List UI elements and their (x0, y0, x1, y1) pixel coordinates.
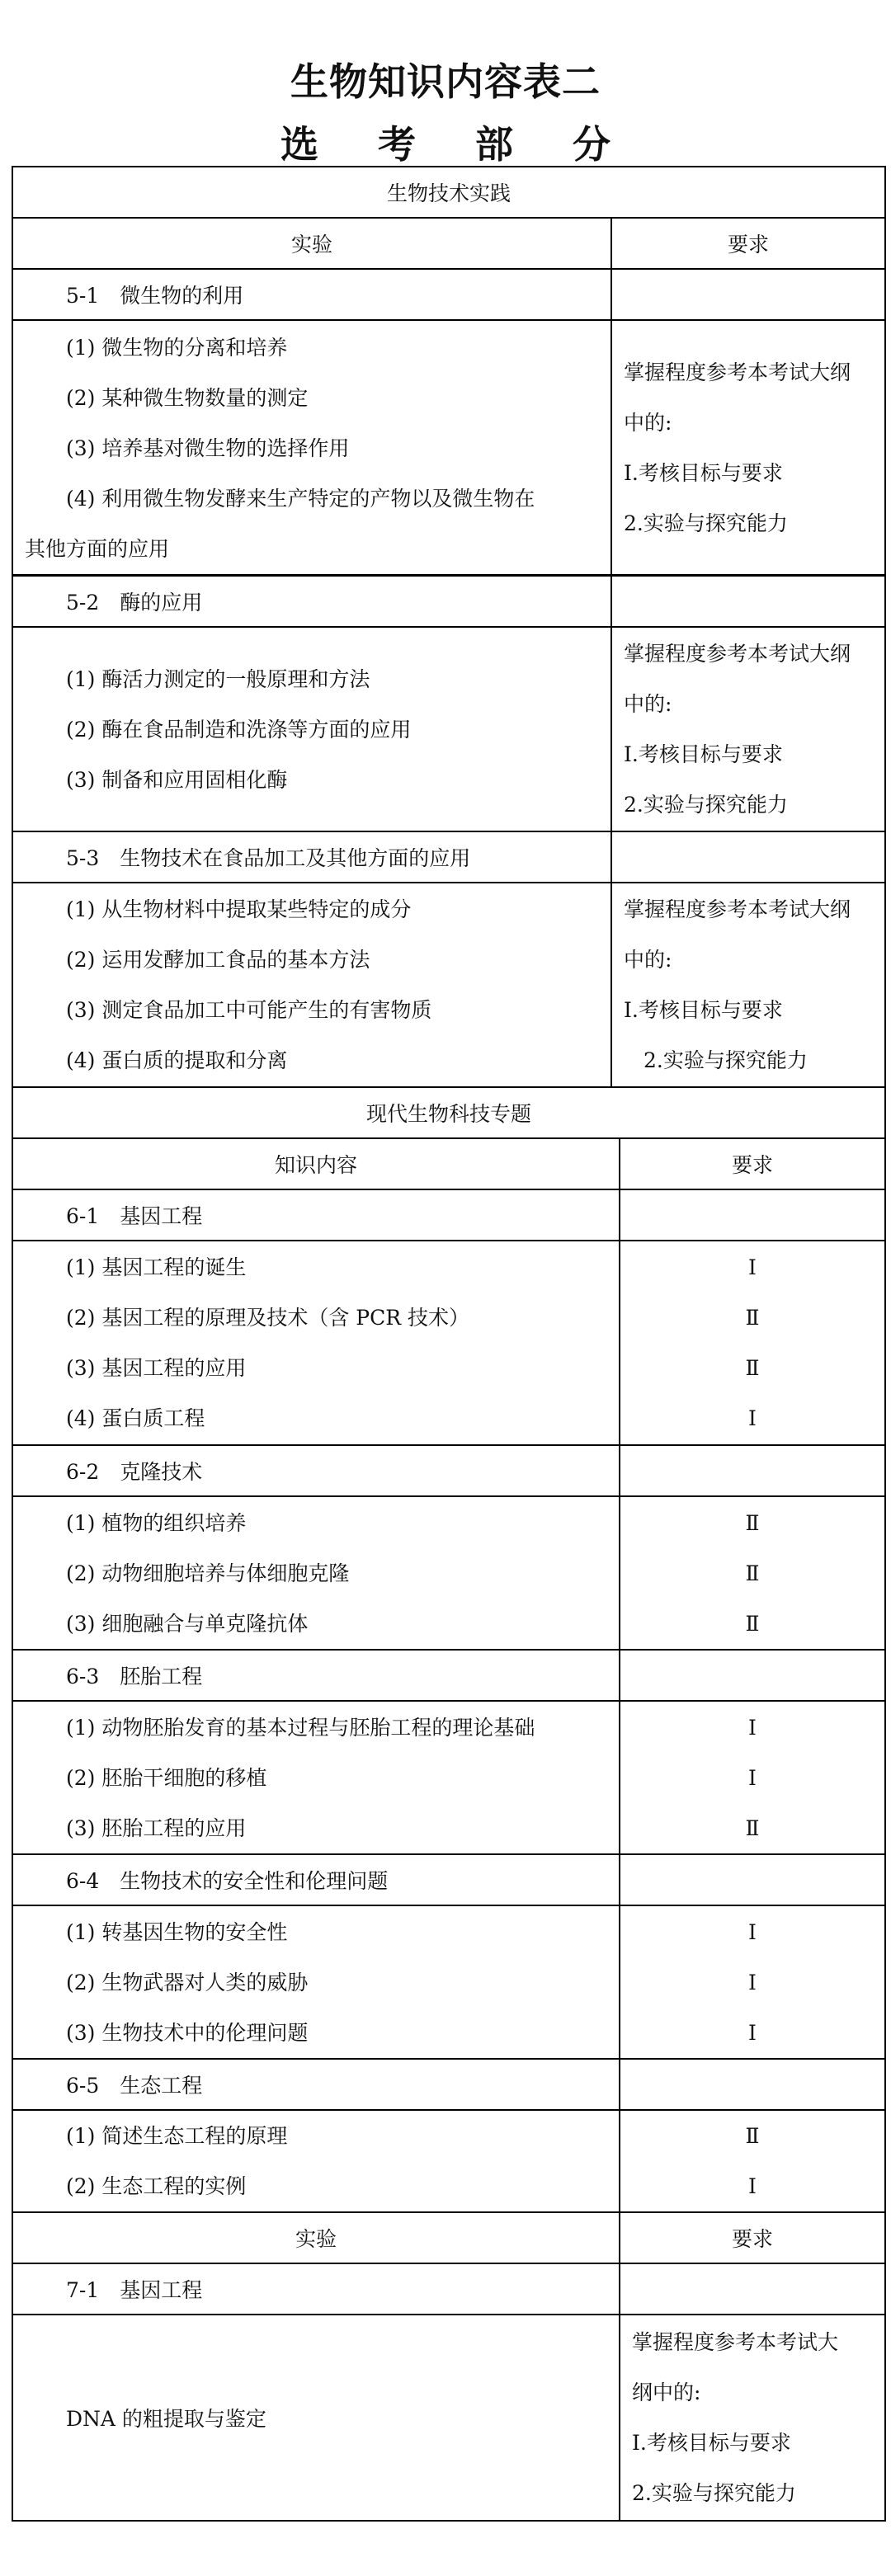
topic-content-row (13, 1702, 884, 1855)
topic-heading: 6-2 克隆技术 (13, 1446, 620, 1495)
topic-items (13, 1906, 620, 2058)
topic-heading-row (13, 270, 884, 321)
topic-heading-row (13, 1446, 884, 1497)
level-badge: Ⅱ (745, 1356, 760, 1380)
level-badge: Ⅱ (745, 1510, 760, 1535)
list-item: (4) 蛋白质的提取和分离 (66, 1048, 288, 1072)
list-item: (3) 培养基对微生物的选择作用 (66, 436, 350, 460)
list-item: (2) 酶在食品制造和洗涤等方面的应用 (66, 717, 412, 742)
topic-items (13, 1702, 620, 1853)
topic-items (13, 2111, 620, 2211)
page-subtitle: 选 考 部 分 (280, 122, 634, 167)
list-item: (2) 动物细胞培养与体细胞克隆 (66, 1561, 350, 1585)
level-badge: Ⅱ (745, 1561, 760, 1585)
topic-heading-row (13, 577, 884, 628)
topic-heading-row (13, 1651, 884, 1702)
list-item: (2) 基因工程的原理及技术（含 PCR 技术） (66, 1306, 470, 1330)
column-header-right: 要求 (731, 2227, 773, 2251)
column-header-right: 要求 (727, 233, 769, 257)
list-item: (2) 生态工程的实例 (66, 2174, 247, 2198)
level-column (620, 1906, 884, 2058)
requirement-line: 中的: (624, 692, 672, 716)
level-badge: Ⅱ (745, 1306, 760, 1330)
column-header-row (13, 1139, 884, 1190)
list-item: (1) 动物胚胎发育的基本过程与胚胎工程的理论基础 (66, 1715, 535, 1740)
requirement-line: Ⅰ.考核目标与要求 (624, 460, 783, 485)
list-item: (2) 生物武器对人类的威胁 (66, 1970, 309, 1994)
requirement-line: 掌握程度参考本考试大纲 (624, 897, 851, 921)
topic-heading: 6-5 生态工程 (13, 2060, 620, 2109)
list-item: (1) 转基因生物的安全性 (66, 1919, 288, 1944)
topic-content-row (13, 2111, 884, 2213)
column-header-row (13, 219, 884, 270)
list-item: (3) 生物技术中的伦理问题 (66, 2020, 309, 2045)
list-item: (3) 细胞融合与单克隆抗体 (66, 1611, 309, 1636)
level-column (620, 1497, 884, 1649)
topic-heading-row (13, 2264, 884, 2315)
level-badge: Ⅰ (748, 2174, 757, 2198)
topic-item: DNA 的粗提取与鉴定 (13, 2315, 620, 2520)
topic-heading-row (13, 832, 884, 883)
requirement-line: 2.实验与探究能力 (624, 793, 788, 817)
topic-heading: 6-1 基因工程 (13, 1190, 620, 1240)
list-item: (1) 基因工程的诞生 (66, 1255, 247, 1279)
column-header-right: 要求 (731, 1153, 773, 1177)
list-item: 其他方面的应用 (25, 537, 170, 561)
requirement-line: 纲中的: (632, 2381, 701, 2404)
topic-content-row (13, 628, 884, 832)
requirement-text (612, 628, 884, 831)
list-item: (1) 微生物的分离和培养 (66, 336, 288, 360)
topic-items (13, 321, 612, 574)
topic-heading: 5-2 酶的应用 (13, 577, 612, 626)
level-badge: Ⅱ (745, 1611, 760, 1636)
level-badge: Ⅱ (745, 2124, 760, 2148)
topic-content-row (13, 1241, 884, 1446)
level-badge: Ⅱ (745, 1815, 760, 1840)
topic-items (13, 1497, 620, 1649)
topic-heading-row (13, 1855, 884, 1906)
level-badge: Ⅰ (748, 1970, 757, 1994)
list-item: (3) 制备和应用固相化酶 (66, 767, 288, 792)
level-badge: Ⅰ (748, 1255, 757, 1279)
requirement-line: 2.实验与探究能力 (632, 2481, 796, 2505)
requirement-line: 掌握程度参考本考试大 (632, 2330, 839, 2354)
section-header-row (13, 167, 884, 219)
knowledge-table (12, 166, 886, 2522)
level-column (620, 1702, 884, 1853)
level-column (620, 2111, 884, 2211)
requirement-line: 掌握程度参考本考试大纲 (624, 360, 851, 384)
requirement-line: Ⅰ.考核目标与要求 (624, 742, 783, 766)
list-item: (1) 从生物材料中提取某些特定的成分 (66, 897, 412, 921)
requirement-line: 中的: (624, 410, 672, 435)
list-item: (2) 运用发酵加工食品的基本方法 (66, 948, 370, 972)
level-badge: Ⅰ (748, 1715, 757, 1740)
topic-content-row (13, 1497, 884, 1651)
topic-heading: 5-1 微生物的利用 (13, 270, 612, 319)
topic-heading: 5-3 生物技术在食品加工及其他方面的应用 (13, 832, 612, 882)
requirement-text (612, 883, 884, 1086)
column-header-row (13, 2213, 884, 2264)
level-badge: Ⅰ (748, 1406, 757, 1430)
topic-heading: 7-1 基因工程 (13, 2264, 620, 2314)
requirement-text (612, 321, 884, 574)
level-badge: Ⅰ (748, 1919, 757, 1944)
topic-items (13, 883, 612, 1086)
list-item: (3) 测定食品加工中可能产生的有害物质 (66, 998, 432, 1022)
list-item: (1) 简述生态工程的原理 (66, 2124, 288, 2148)
list-item: (3) 胚胎工程的应用 (66, 1815, 247, 1840)
requirement-line: 掌握程度参考本考试大纲 (624, 642, 851, 666)
level-column (620, 1241, 884, 1444)
list-item: (4) 利用微生物发酵来生产特定的产物以及微生物在 (66, 487, 535, 511)
list-item: (2) 某种微生物数量的测定 (66, 386, 309, 410)
requirement-text (620, 2315, 884, 2520)
list-item: (1) 植物的组织培养 (66, 1510, 247, 1535)
topic-content-row (13, 321, 884, 577)
topic-content-row (13, 2315, 884, 2520)
requirement-line: Ⅰ.考核目标与要求 (632, 2431, 791, 2455)
list-item: (3) 基因工程的应用 (66, 1356, 247, 1380)
column-header-left: 实验 (13, 2213, 620, 2263)
level-badge: Ⅰ (748, 1765, 757, 1790)
topic-content-row (13, 1906, 884, 2060)
column-header-left: 知识内容 (13, 1139, 620, 1189)
list-item: (1) 酶活力测定的一般原理和方法 (66, 666, 370, 691)
requirement-line: 2.实验与探究能力 (644, 1048, 808, 1072)
requirement-line: 中的: (624, 948, 672, 972)
column-header-left: 实验 (13, 219, 612, 268)
topic-heading-row (13, 1190, 884, 1241)
topic-items (13, 628, 612, 831)
section-header-row (13, 1088, 884, 1139)
section-header: 生物技术实践 (386, 181, 511, 205)
list-item: (4) 蛋白质工程 (66, 1406, 205, 1430)
section-header: 现代生物科技专题 (365, 1102, 531, 1126)
page-title: 生物知识内容表二 (290, 59, 601, 104)
level-badge: Ⅰ (748, 2020, 757, 2045)
list-item: (2) 胚胎干细胞的移植 (66, 1765, 267, 1790)
topic-heading: 6-4 生物技术的安全性和伦理问题 (13, 1855, 620, 1905)
topic-heading: 6-3 胚胎工程 (13, 1651, 620, 1700)
topic-items (13, 1241, 620, 1444)
topic-content-row (13, 883, 884, 1088)
requirement-line: 2.实验与探究能力 (624, 511, 788, 535)
requirement-line: Ⅰ.考核目标与要求 (624, 998, 783, 1022)
topic-heading-row (13, 2060, 884, 2111)
